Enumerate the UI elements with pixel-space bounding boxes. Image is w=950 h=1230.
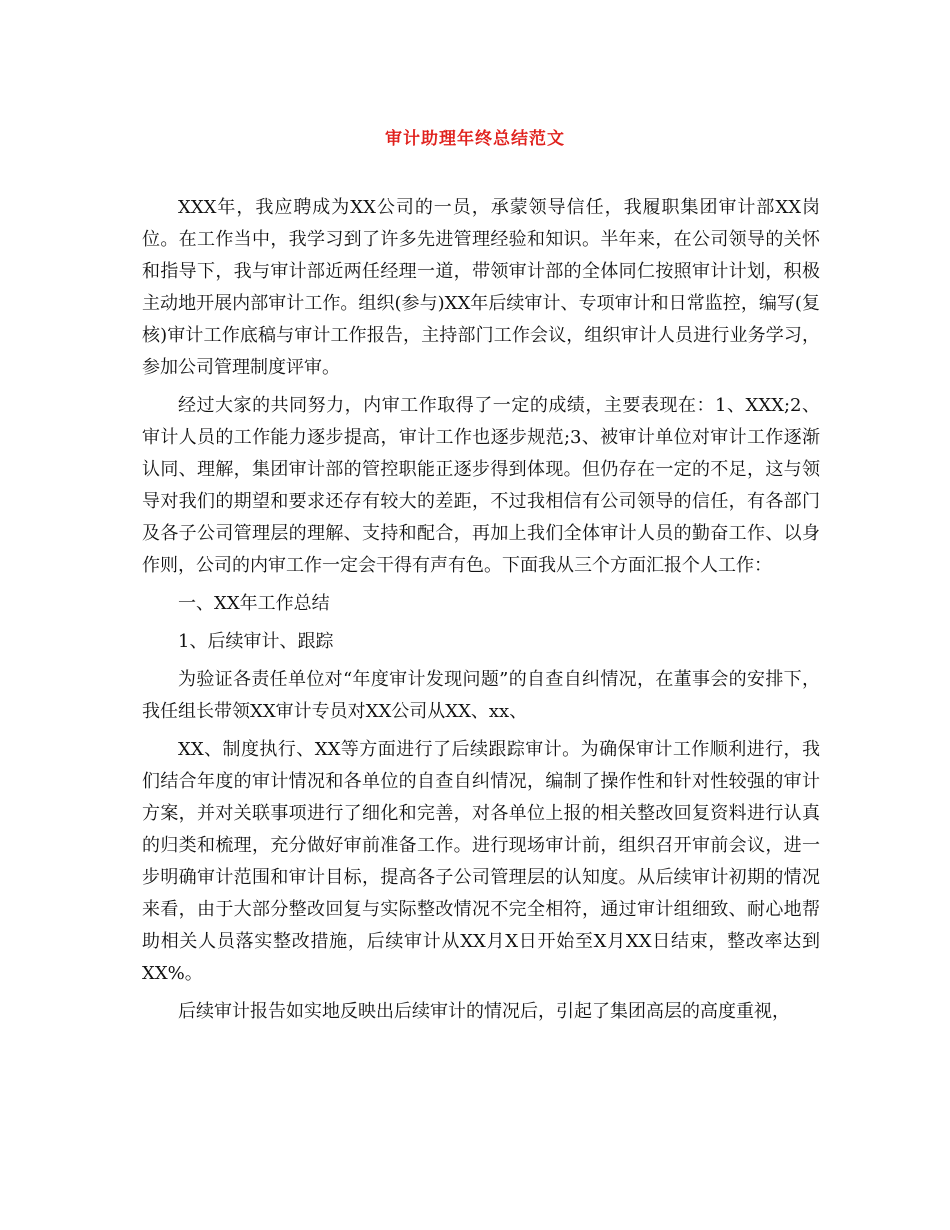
paragraph-verification: 为验证各责任单位对“年度审计发现问题”的自查自纠情况，在董事会的安排下，我任组长带领XX审计专员对XX公司从XX、xx、 (142, 669, 820, 722)
section-heading-summary: 一、XX年工作总结 (178, 593, 330, 614)
paragraph-followup-details: XX、制度执行、XX等方面进行了后续跟踪审计。为确保审计工作顺利进行，我们结合年度的审计情况和各单位的自查自纠情况，编制了操作性和针对性较强的审计方案，并对关联事项进行了细化和完善，对各单位上报的相关整改回复资料进行认真的归类和梳理，充分做好审前准备工作。进行现场审计前，组织召开审前会议，进一步明确审计范围和审计目标，提高各子公司管理层的认知度。从后续审计初期的情况来看，由于大部分整改回复与实际整改情况不完全相符，通过审计组细致、耐心地帮助相关人员落实整改措施，后续审计从XX月X日开始至X月XX日结束，整改率达到XX%。 (142, 739, 820, 984)
paragraph-report-result: 后续审计报告如实地反映出后续审计的情况后，引起了集团高层的高度重视， (178, 1001, 790, 1022)
subsection-heading-followup-audit: 1、后续审计、跟踪 (178, 631, 334, 652)
document-title: 审计助理年终总结范文 (385, 129, 565, 149)
document-body (142, 192, 820, 1034)
paragraph-achievements: 经过大家的共同努力，内审工作取得了一定的成绩，主要表现在：1、XXX;2、审计人员的工作能力逐步提高，审计工作也逐步规范;3、被审计单位对审计工作逐渐认同、理解，集团审计部的管控职能正逐步得到体现。但仍存在一定的不足，这与领导对我们的期望和要求还存有较大的差距，不过我相信有公司领导的信任，有各部门及各子公司管理层的理解、支持和配合，再加上我们全体审计人员的勤奋工作、以身作则，公司的内审工作一定会干得有声有色。下面我从三个方面汇报个人工作： (142, 395, 820, 576)
paragraph-intro: XXX年，我应聘成为XX公司的一员，承蒙领导信任，我履职集团审计部XX岗位。在工作当中，我学习到了许多先进管理经验和知识。半年来，在公司领导的关怀和指导下，我与审计部近两任经理一道，带领审计部的全体同仁按照审计计划，积极主动地开展内部审计工作。组织(参与)XX年后续审计、专项审计和日常监控，编写(复核)审计工作底稿与审计工作报告，主持部门工作会议，组织审计人员进行业务学习，参加公司管理制度评审。 (142, 197, 820, 378)
